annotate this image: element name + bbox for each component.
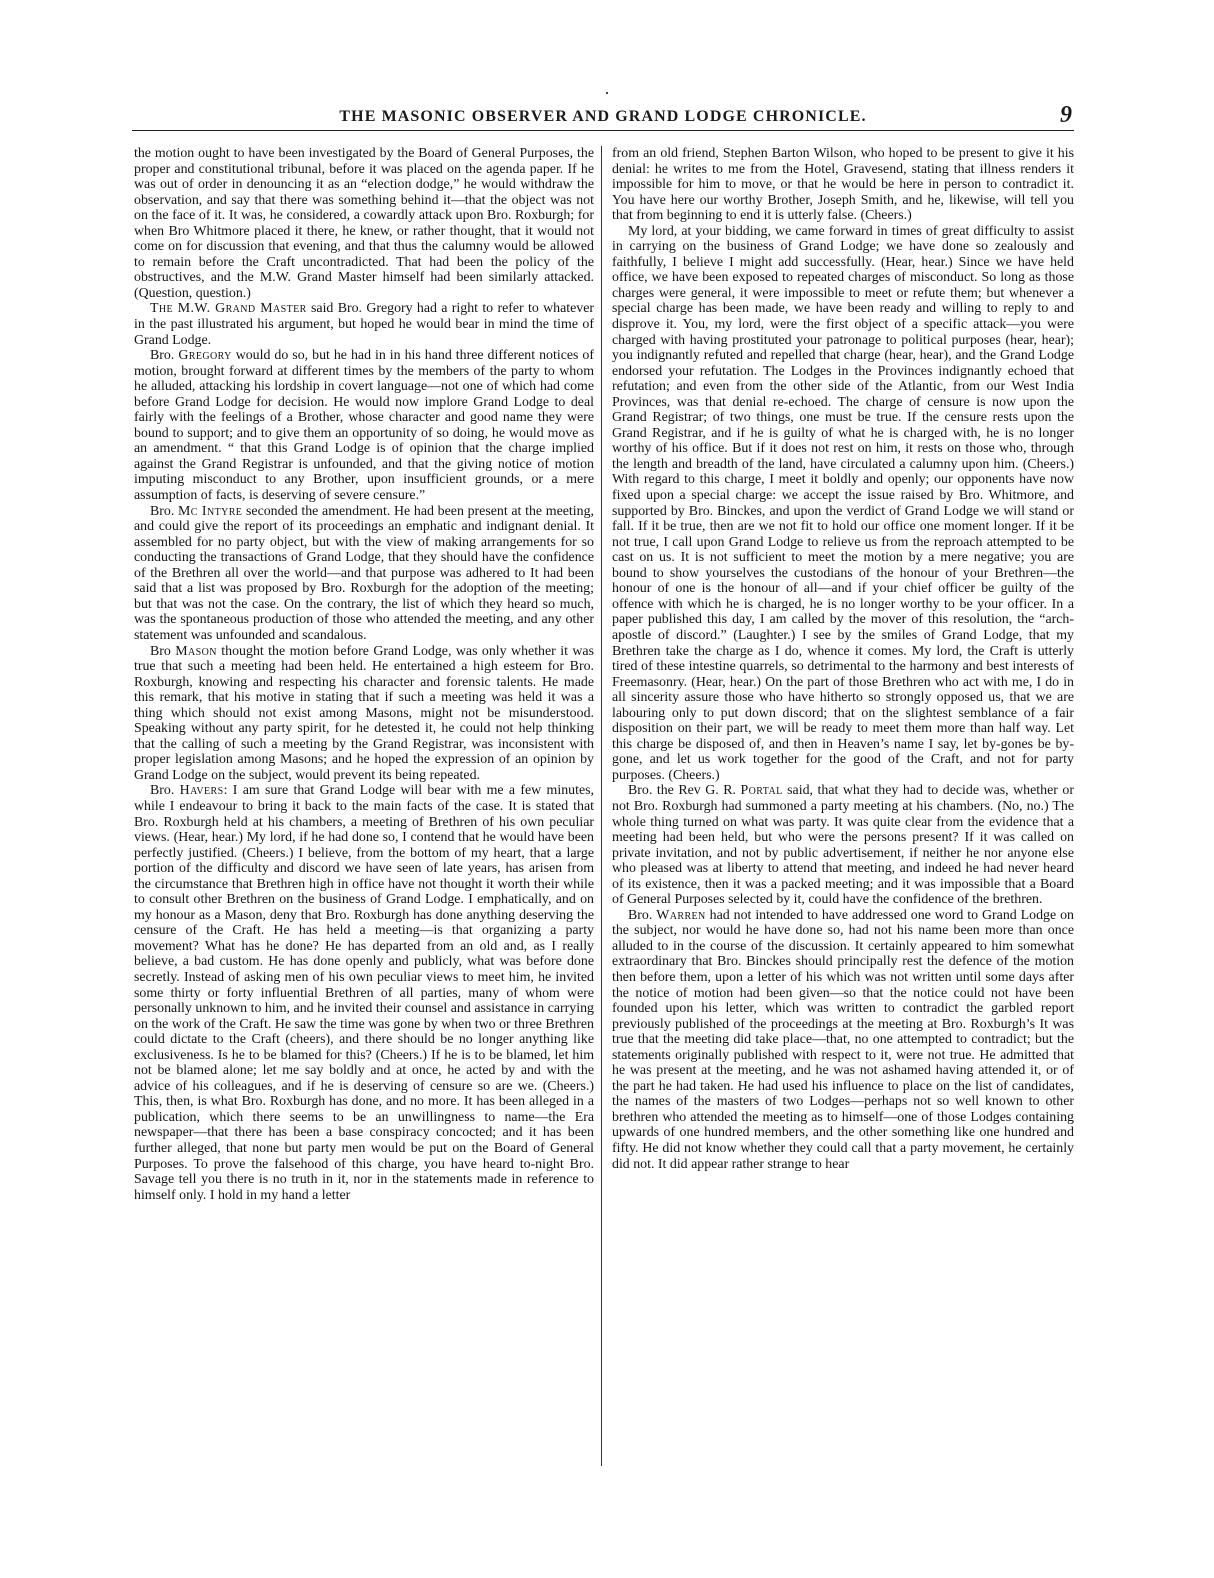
speaker-name: Havers <box>179 783 224 799</box>
speaker-name: Portal <box>740 783 783 799</box>
speaker-name: Mc Intyre <box>178 503 243 519</box>
speaker-prefix: Bro. <box>150 503 179 519</box>
paragraph <box>134 644 594 784</box>
speaker-name: Mason <box>175 643 217 659</box>
right-column <box>612 146 1074 1546</box>
paragraph-text: had not intended to have addressed one word to Grand Lodge on the subject, nor would he have done so, had not his name been more than once alluded to in the course of the discussion. It certainly appeared to him somewhat extraordinary that Bro. Binckes should principally rest the defence of the motion then before them, upon a letter of his which was not written until some days after the notice of motion had been given—so that the notice could not have been founded upon his letter, which was written to contradict the garbled report previously published of the proceedings at the meeting at Bro. Roxburgh’s It was true that the meeting did take place—that, no one attempted to contradict; but the statements originally published with respect to it, were not true. He admitted that he was present at the meeting, and he was not ashamed having attended it, or of the part he had taken. He had used his influence to place on the list of candidates, the names of the masters of two Lodges—perhaps not so well known to other brethren who attended the meeting as to himself—one of those Lodges containing upwards of one hundred members, and the other something like one hundred and fifty. He did not know whether they could call that a party movement, he certainly did not. It did appear rather strange to hear <box>612 907 1074 1172</box>
paragraph <box>134 348 594 503</box>
paragraph <box>134 504 594 644</box>
left-column <box>134 146 594 1546</box>
running-title: THE MASONIC OBSERVER AND GRAND LODGE CHRONICLE. <box>339 108 867 125</box>
paragraph-text: said, that what they had to decide was, whether or not Bro. Roxburgh had summoned a party meeting at his chambers. (No, no.) The whole thing turned on what was party. It was quite clear from the evidence that a meeting had been held, but who were the persons present? If it was called on private invitation, and not by public advertisement, if neither he nor anyone else who pleased was at liberty to attend that meeting, and indeed he had never heard of its existence, then it was a packed meeting; and it was impossible that a Board of General Purposes selected by it, could have the confidence of the brethren. <box>612 783 1074 908</box>
column-divider <box>601 146 602 1466</box>
paragraph: My lord, at your bidding, we came forward in times of great difficulty to assist in carrying on the business of Grand Lodge; we have done so zealously and faithfully, I believe I might add successfully. (Hear, hear.) Since we have held office, we have been exposed to repeated charges of misconduct. So long as those charges were general, it were impossible to meet or refute them; but whenever a special charge has been made, we have been ready and willing to reply to and disprove it. You, my lord, were the first object of a specific attack—you were charged with having prostituted your patronage to political purposes (hear, hear); you indignantly refuted and repelled that charge (hear, hear), and the Grand Lodge endorsed your refutation. The Lodges in the Provinces indignantly echoed that refutation; and even from the other side of the Atlantic, from our West India Provinces, was that denial re-echoed. The charge of censure is now upon the Grand Registrar; of two things, one must be true. If the censure rests upon the Grand Registrar, and if he is guilty of what he is charged with, he is no longer worthy of his office. But if it does not rest on him, it rests on those who, through the length and breadth of the land, have circulated a calumny upon him. (Cheers.) With regard to this charge, I meet it boldly and openly; our opponents have now fixed upon a special charge: we accept the issue raised by Bro. Whitmore, and supported by Bro. Binckes, and upon the verdict of Grand Lodge we will stand or fall. If it be true, then are we not fit to hold our office one moment longer. If it be not true, I call upon Grand Lodge to relieve us from the reproach attempted to be cast on us. It is not sufficient to meet the motion by a mere negative; you are bound to show yourselves the custodians of the honour of your Brethren—the honour of one is the honour of all—and if your chief officer be guilty of the offence with which he is charged, he is no longer worthy to be your officer. In a paper published this day, I am called by the mover of this resolution, the “arch-apostle of discord.” (Laughter.) I see by the smiles of Grand Lodge, that my Brethren take the charge as I do, whence it comes. My lord, the Craft is utterly tired of these intestine quarrels, so detrimental to the harmony and best interests of Freemasonry. (Hear, hear.) On the part of those Brethren who act with me, I do in all sincerity assure those who have hitherto so strongly opposed us, that we are labouring only to put down discord; that on the slightest semblance of a fair disposition on their part, we will be ready to meet them more than half way. Let this charge be disposed of, and then in Heaven’s name I say, let by-gones be by-gone, and let us work together for the good of the Craft, and not for party purposes. (Cheers.) <box>612 223 1074 783</box>
paragraph-text: seconded the amendment. He had been present at the meeting, and could give the report of its proceedings an emphatic and indignant denial. It assembled for no party object, but with the view of making arrangements for so conducting the transactions of Grand Lodge, that they should have the confidence of the Brethren all over the world—and that purpose was adhered to It had been said that a list was proposed by Bro. Roxburgh for the adoption of the meeting; but that was not the case. On the contrary, the list of which they heard so much, was the spontaneous production of those who attended the meeting, and any other statement was unfounded and scandalous. <box>134 503 594 643</box>
paragraph-text: said Bro. Gregory had a right to refer to whatever in the past illustrated his argument, but hoped he would bear in mind the time of Grand Lodge. <box>134 301 594 348</box>
speaker-prefix: Bro. <box>150 783 180 799</box>
speaker-prefix: Bro. <box>628 907 657 923</box>
speaker-name: Gregory <box>178 348 232 364</box>
paragraph-text: thought the motion before Grand Lodge, was only whether it was true that such a meeting had been held. He entertained a high esteem for Bro. Roxburgh, knowing and respecting his character and forensic talents. He made this remark, that his motive in stating that if such a meeting was held it was a thing which should not exist among Masons, might not be misunderstood. Speaking without any party spirit, for he detested it, he could not help thinking that the calling of such a meeting by the Grand Registrar, was inconsistent with proper legislation among Masons; and he hoped the expression of an opinion by Grand Lodge on the subject, would prevent its being repeated. <box>134 643 594 783</box>
speaker-name: Warren <box>656 907 706 923</box>
paragraph: from an old friend, Stephen Barton Wilson, who hoped to be present to give it his denial: he writes to me from the Hotel, Gravesend, stating that illness renders it impossible for him to move, or that he would be here in person to contradict it. You have here our worthy Brother, Joseph Smith, and he, likewise, will tell you that from beginning to end it is utterly false. (Cheers.) <box>612 146 1074 224</box>
paragraph <box>134 783 594 1203</box>
paragraph-text: : I am sure that Grand Lodge will bear with me a few minutes, while I endeavour to bring it back to the main facts of the case. It is stated that Bro. Roxburgh held at his chambers, a meeting of Brethren of his own peculiar views. (Hear, hear.) My lord, if he had done so, I contend that he would have been perfectly justified. (Cheers.) I believe, from the bottom of my heart, that a large portion of the difficulty and discord we have seen of late years, has arisen from the circumstance that Brethren high in office have not thought it worth their while to consult other Brethren on the business of Grand Lodge. I emphatically, and on my honour as a Mason, deny that Bro. Roxburgh has done anything deserving the censure of the Craft. He has held a meeting—is that organizing a party movement? What has he done? He has departed from an old and, as I really believe, a bad custom. He has done openly and publicly, what was before done secretly. Instead of asking men of his own peculiar views to meet him, he invited some thirty or forty influential Brethren of all parties, many of whom were personally unknown to him, and he invited their counsel and assistance in carrying on the work of the Craft. He saw the time was gone by when two or three Brethren could dictate to the Craft (cheers), and there should be no longer anything like exclusiveness. Is he to be blamed for this? (Cheers.) If he is to be blamed, let him not be blamed alone; let me say boldly and at once, he acted by and with the advice of his colleagues, and if he is deserving of censure so are we. (Cheers.) This, then, is what Bro. Roxburgh has done, and no more. It has been alleged in a publication, which there seems to be an unwillingness to name—the Era newspaper—that there has been a base conspiracy concocted; and it has been further alleged, that none but party men would be put on the Board of General Purposes. To prove the falsehood of this charge, you have heard to-night Bro. Savage tell you there is no truth in it, nor in the statements made in reference to himself only. I hold in my hand a letter <box>134 783 594 1203</box>
paragraph: the motion ought to have been investigated by the Board of General Purposes, the proper and constitutional tribunal, before it was placed on the agenda paper. If he was out of order in denouncing it as an “election dodge,” he would withdraw the observation, and say that there was something behind it—that the object was not on the face of it. It was, he considered, a cowardly attack upon Bro. Roxburgh; for when Bro Whitmore placed it there, he knew, or rather thought, that it would not come on for discussion that evening, and that thus the calumny would be allowed to remain before the Craft uncontradicted. That had been the policy of the obstructives, and the M.W. Grand Master himself had been similarly attacked. (Question, question.) <box>134 146 594 301</box>
speaker-prefix: Bro. the Rev G. R. <box>628 783 741 799</box>
running-header <box>132 104 1074 131</box>
speaker-name: The M.W. Grand Master <box>150 301 307 317</box>
paragraph <box>612 783 1074 907</box>
paragraph <box>612 908 1074 1172</box>
paragraph <box>134 301 594 348</box>
page-number: 9 <box>1060 102 1072 128</box>
speaker-prefix: Bro. <box>150 348 179 364</box>
paragraph-text: would do so, but he had in in his hand three different notices of motion, brought forward at different times by the members of the party to whom he alluded, attacking his lordship in covert language—not one of which had come before Grand Lodge for decision. He would now implore Grand Lodge to deal fairly with the feelings of a Brother, whose character and good name they were bound to support; and to give them an opportunity of so doing, he would move as an amendment. “ that this Grand Lodge is of opinion that the charge implied against the Grand Registrar is unfounded, and that the giving notice of motion imputing misconduct to any Brother, upon insufficient grounds, or a mere assumption of facts, is deserving of severe censure.” <box>134 348 594 504</box>
print-mark <box>606 92 608 94</box>
speaker-prefix: Bro <box>150 643 176 659</box>
